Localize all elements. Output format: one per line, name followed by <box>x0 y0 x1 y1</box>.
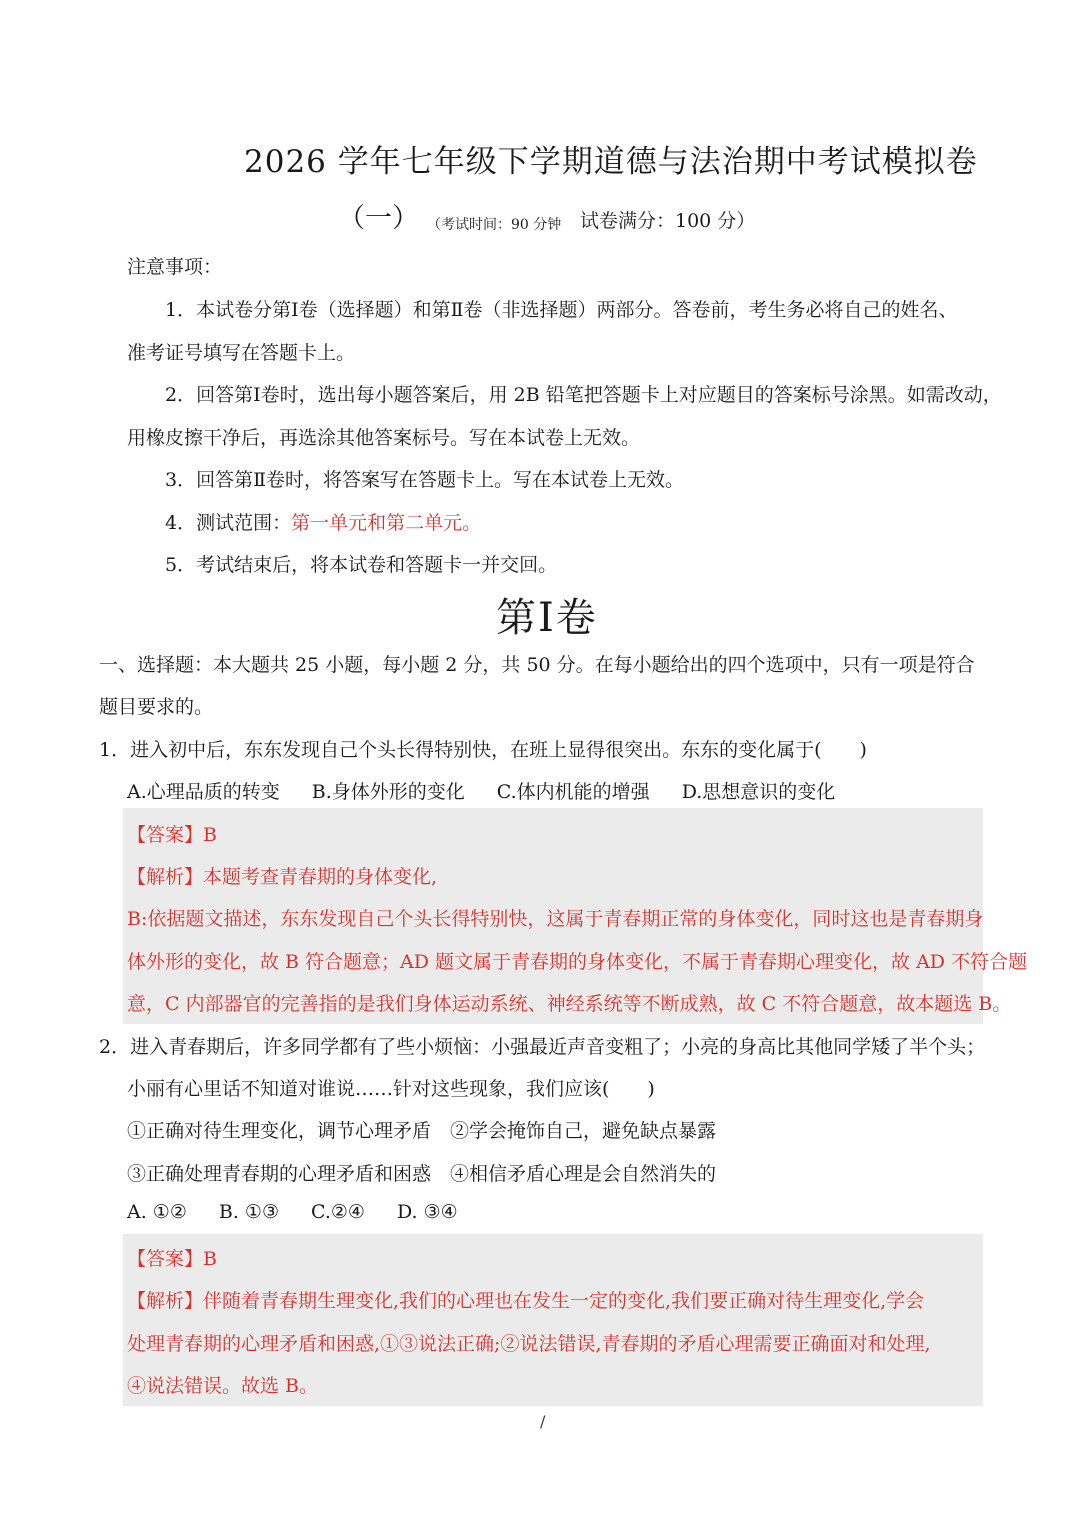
test-scope: 第一单元和第二单元。 <box>291 512 482 534</box>
q2-option-b: B. ①③ <box>218 1201 279 1223</box>
section-desc-b: 题目要求的。 <box>99 696 214 718</box>
q2-stem-a: 2．进入青春期后，许多同学都有了些小烦恼：小强最近声音变粗了；小亮的身高比其他同学矮了半个头； <box>99 1036 986 1058</box>
notice-item-4 <box>165 508 481 535</box>
notice-item-4-label: 4．测试范围： <box>165 512 292 534</box>
exam-title: 2026 学年七年级下学期道德与法治期中考试模拟卷 <box>244 144 978 180</box>
q2-analysis-2: 处理青春期的心理矛盾和困惑,①③说法正确;②说法错误,青春期的矛盾心理需要正确面对和处理, <box>127 1333 931 1355</box>
exam-time-note: （考试时间：90 分钟 <box>427 217 562 233</box>
exam-number: （一） <box>338 203 419 234</box>
q2-options <box>127 1201 490 1223</box>
q1-analysis-1: B:依据题文描述，东东发现自己个头长得特别快，这属于青春期正常的身体变化，同时这也是青春期身 <box>127 908 984 930</box>
q2-choice-2: ③正确处理青春期的心理矛盾和困惑 ④相信矛盾心理是会自然消失的 <box>127 1163 717 1185</box>
notice-item-2b: 用橡皮擦干净后，再选涂其他答案标号。写在本试卷上无效。 <box>127 427 641 449</box>
notice-item-1b: 准考证号填写在答题卡上。 <box>127 342 356 364</box>
section-desc-a: 一、选择题：本大题共 25 小题，每小题 2 分，共 50 分。在每小题给出的四个选项中，只有一项是符合 <box>99 654 975 676</box>
notice-heading: 注意事项： <box>127 256 223 278</box>
q1-option-a: A.心理品质的转变 <box>127 781 280 803</box>
q1-answer: 【答案】B <box>127 824 217 846</box>
q1-options <box>127 777 867 804</box>
q1-option-c: C.体内机能的增强 <box>496 781 650 803</box>
q1-option-d: D.思想意识的变化 <box>681 781 836 803</box>
q2-answer: 【答案】B <box>127 1248 217 1270</box>
page-footer: / <box>540 1412 546 1431</box>
q2-option-d: D. ③④ <box>396 1201 458 1223</box>
q2-choice-1: ①正确对待生理变化，调节心理矛盾 ②学会掩饰自己，避免缺点暴露 <box>127 1120 717 1142</box>
q1-analysis-head: 【解析】本题考查青春期的身体变化, <box>127 866 438 888</box>
q1-analysis-3: 意，C 内部器官的完善指的是我们身体运动系统、神经系统等不断成熟，故 C 不符合题意，故本题选 B。 <box>127 993 1012 1015</box>
q2-stem-b: 小丽有心里话不知道对谁说……针对这些现象，我们应该( ) <box>127 1078 655 1100</box>
q1-option-b: B.身体外形的变化 <box>311 781 465 803</box>
notice-item-2a: 2．回答第Ⅰ卷时，选出每小题答案后，用 2B 铅笔把答题卡上对应题目的答案标号涂黑。如需改动， <box>165 384 1002 406</box>
notice-item-1a: 1．本试卷分第Ⅰ卷（选择题）和第Ⅱ卷（非选择题）两部分。答卷前，考生务必将自己的姓名、 <box>165 299 958 321</box>
q1-stem: 1．进入初中后，东东发现自己个头长得特别快，在班上显得很突出。东东的变化属于( ) <box>99 739 867 761</box>
q2-analysis-3: ④说法错误。故选 B。 <box>127 1375 319 1397</box>
section-title: 第Ⅰ卷 <box>496 595 598 641</box>
q2-analysis-1: 【解析】伴随着青春期生理变化,我们的心理也在发生一定的变化,我们要正确对待生理变化,学会 <box>127 1290 925 1312</box>
notice-item-5: 5．考试结束后，将本试卷和答题卡一并交回。 <box>165 554 558 576</box>
q2-option-a: A. ①② <box>127 1201 187 1223</box>
q1-analysis-2: 体外形的变化，故 B 符合题意；AD 题文属于青春期的身体变化，不属于青春期心理变化，故 AD 不符合题 <box>127 951 1028 973</box>
notice-item-3: 3．回答第Ⅱ卷时，将答案写在答题卡上。写在本试卷上无效。 <box>165 469 685 491</box>
exam-full-score: 试卷满分：100 分） <box>580 210 756 232</box>
q2-option-c: C.②④ <box>310 1201 365 1223</box>
